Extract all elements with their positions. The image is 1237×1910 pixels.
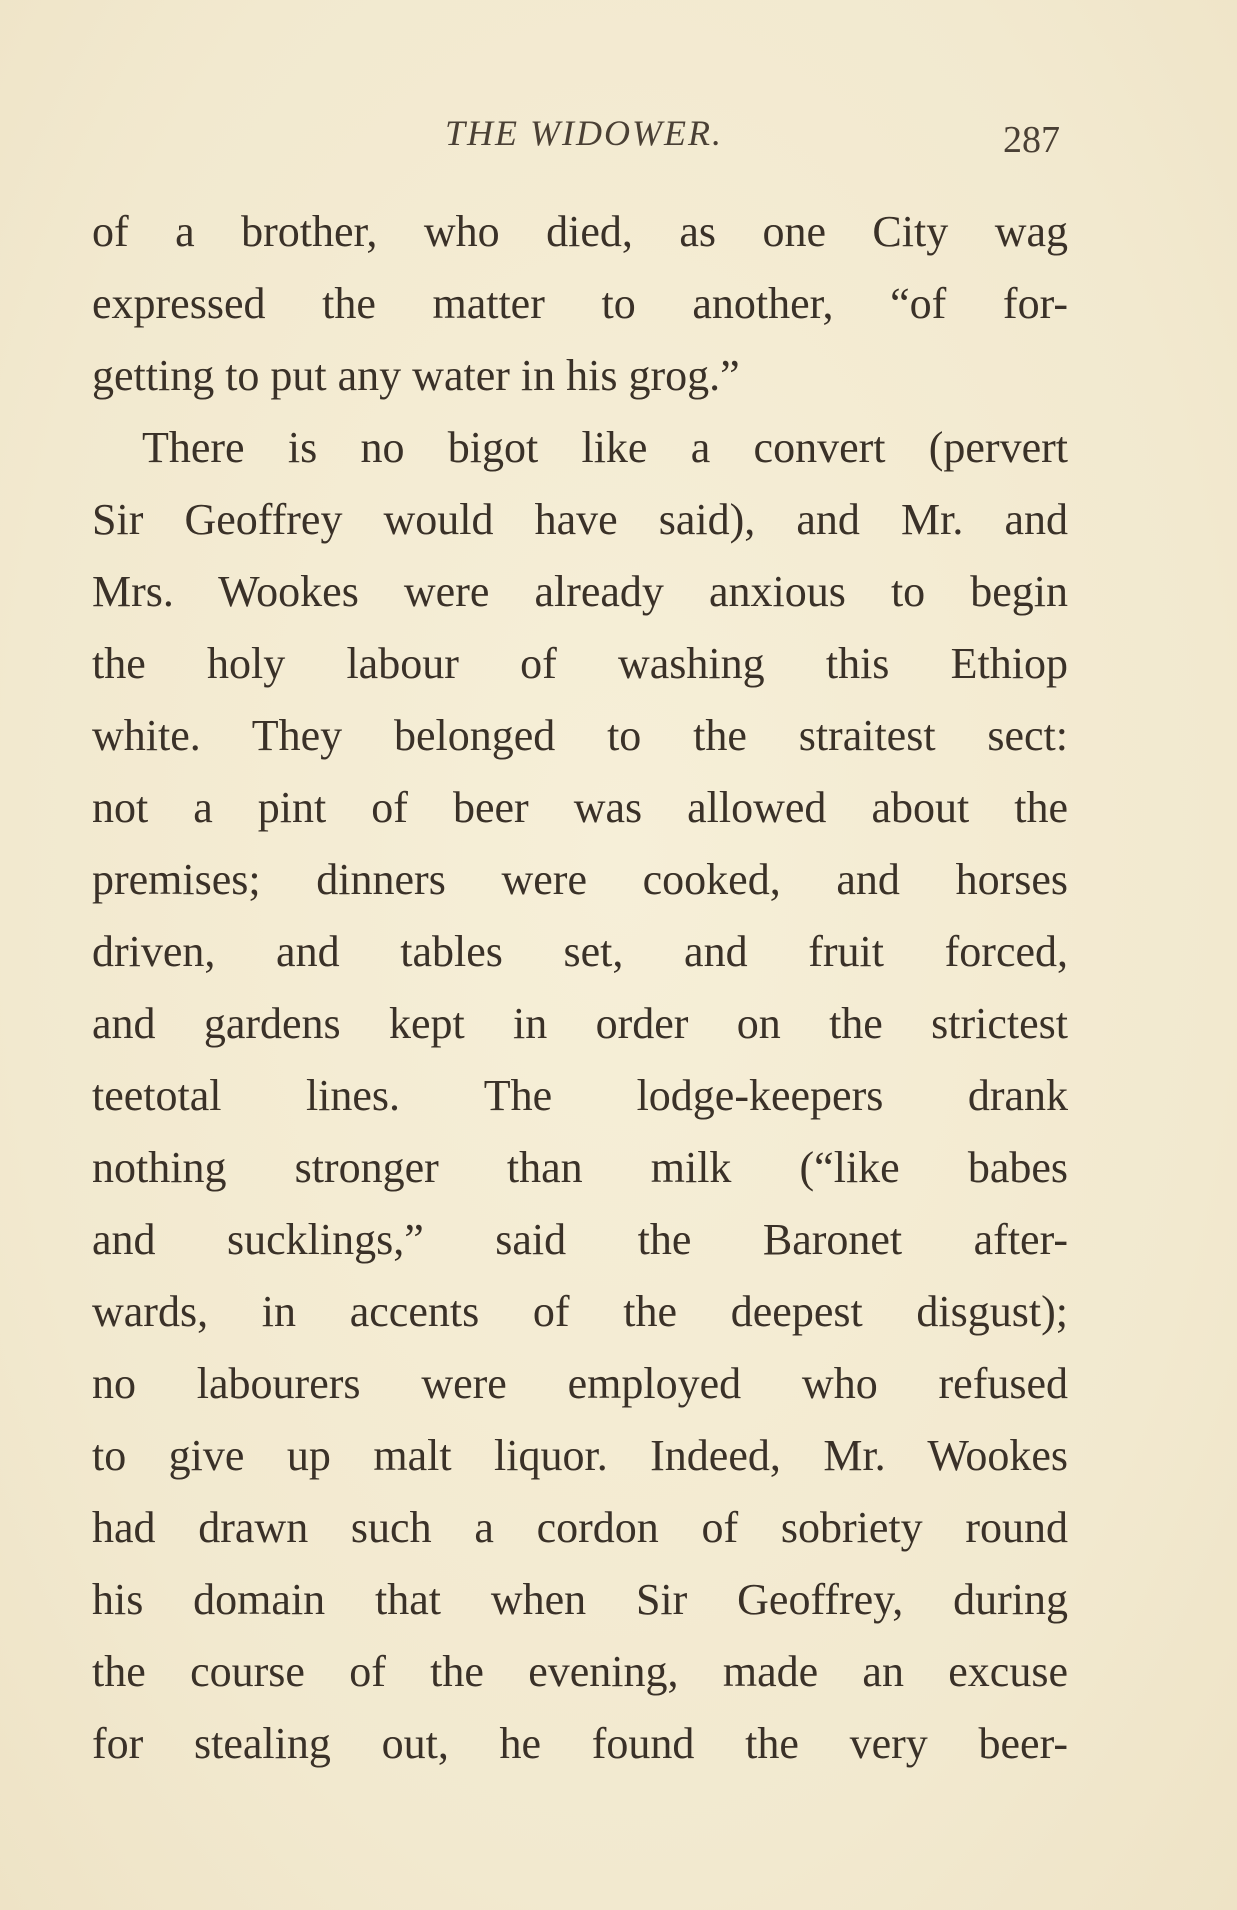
- running-head: [0, 112, 1237, 162]
- text-line: getting to put any water in his grog.”: [92, 351, 740, 400]
- text-line: Mrs. Wookes were already anxious to begin: [92, 567, 1068, 616]
- text-line: driven, and tables set, and fruit forced,: [92, 927, 1068, 976]
- text-line: his domain that when Sir Geoffrey, during: [92, 1575, 1068, 1624]
- text-line: white. They belonged to the straitest sect:: [92, 711, 1068, 760]
- text-line: wards, in accents of the deepest disgust);: [92, 1287, 1068, 1336]
- text-line-paragraph-start: There is no bigot like a convert (pervert: [142, 423, 1068, 472]
- text-line: not a pint of beer was allowed about the: [92, 783, 1068, 832]
- text-line: for stealing out, he found the very beer-: [92, 1719, 1068, 1768]
- text-line: expressed the matter to another, “of for-: [92, 279, 1068, 328]
- text-line: of a brother, who died, as one City wag: [92, 207, 1068, 256]
- text-line: the holy labour of washing this Ethiop: [92, 639, 1068, 688]
- text-line: to give up malt liquor. Indeed, Mr. Wookes: [92, 1431, 1068, 1480]
- text-line: had drawn such a cordon of sobriety round: [92, 1503, 1068, 1552]
- text-line: no labourers were employed who refused: [92, 1359, 1068, 1408]
- text-line: and sucklings,” said the Baronet after-: [92, 1215, 1068, 1264]
- text-line: the course of the evening, made an excuse: [92, 1647, 1068, 1696]
- text-line: nothing stronger than milk (“like babes: [92, 1143, 1068, 1192]
- running-title: THE WIDOWER.: [445, 113, 723, 153]
- text-line: and gardens kept in order on the strictest: [92, 999, 1068, 1048]
- text-line: premises; dinners were cooked, and horses: [92, 855, 1068, 904]
- text-line: Sir Geoffrey would have said), and Mr. and: [92, 495, 1068, 544]
- page-number: 287: [1003, 119, 1060, 161]
- body-text: [92, 196, 1068, 1780]
- text-line: teetotal lines. The lodge-keepers drank: [92, 1071, 1068, 1120]
